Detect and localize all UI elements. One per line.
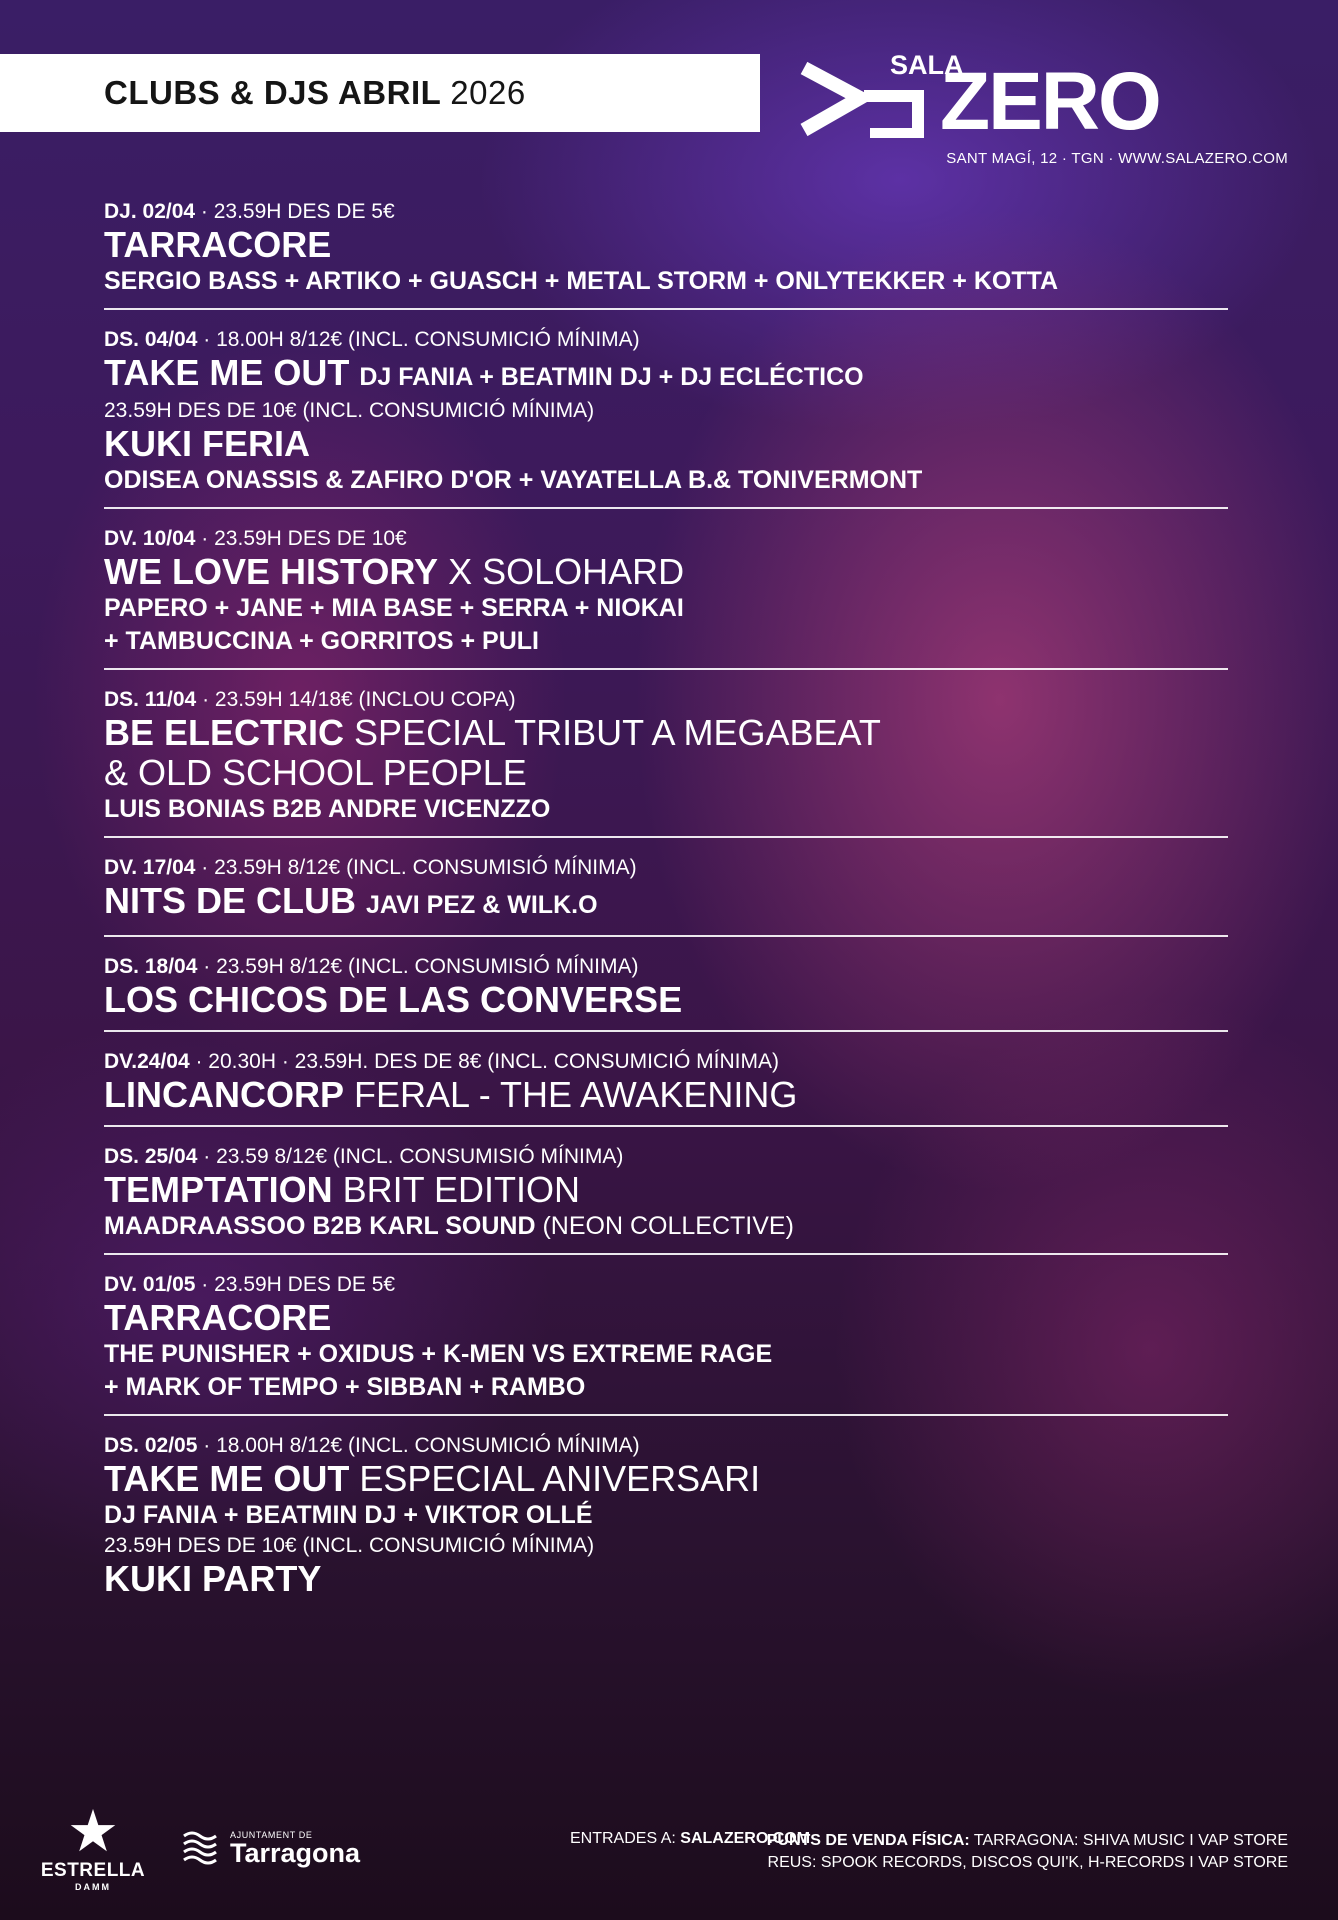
event-title-second <box>104 424 1228 464</box>
event-item <box>104 326 1228 509</box>
event-title-regular: SPECIAL TRIBUT A MEGABEAT <box>354 712 881 753</box>
event-lineup: PAPERO + JANE + MIA BASE + SERRA + NIOKAI <box>104 594 684 622</box>
points-line2: REUS: SPOOK RECORDS, DISCOS QUI'K, H-RECORDS I VAP STORE <box>767 1854 1288 1871</box>
event-lineup-bold: MAADRAASSOO B2B KARL SOUND <box>104 1212 536 1240</box>
event-info <box>104 1048 1228 1075</box>
sponsor-name: ESTRELLA <box>40 1860 146 1881</box>
event-title-regular: BRIT EDITION <box>342 1169 581 1210</box>
sponsor-sub: DAMM <box>75 1882 111 1892</box>
event-info <box>104 1143 1228 1170</box>
event-title-bold: TAKE ME OUT <box>104 1458 350 1499</box>
footer <box>0 1790 1338 1920</box>
event-item <box>104 1048 1228 1127</box>
event-title-regular: ESPECIAL ANIVERSARI <box>359 1458 761 1499</box>
event-lineup: SERGIO BASS + ARTIKO + GUASCH + METAL STORM + ONLYTEKKER + KOTTA <box>104 267 1059 295</box>
event-title <box>104 353 1228 397</box>
event-item <box>104 1143 1228 1255</box>
title-year: 2026 <box>450 74 526 111</box>
event-item <box>104 854 1228 937</box>
event-details: · 18.00H 8/12€ (INCL. CONSUMICIÓ MÍNIMA) <box>197 328 640 351</box>
event-date: DV. 01/05 <box>104 1273 196 1296</box>
tickets-label: ENTRADES A: <box>570 1830 676 1847</box>
ajuntament-big: Tarragona <box>230 1838 361 1868</box>
event-title <box>104 1298 1228 1338</box>
event-title-second <box>104 1559 1228 1599</box>
event-details: · 18.00H 8/12€ (INCL. CONSUMICIÓ MÍNIMA) <box>197 1434 640 1457</box>
event-title-regular-line2: & OLD SCHOOL PEOPLE <box>104 752 527 793</box>
event-details: · 23.59 8/12€ (INCL. CONSUMISIÓ MÍNIMA) <box>197 1145 624 1168</box>
event-details: · 23.59H 8/12€ (INCL. CONSUMISIÓ MÍNIMA) <box>195 856 637 879</box>
event-title-bold: TARRACORE <box>104 1297 332 1338</box>
star-icon: ★ <box>67 1799 119 1864</box>
event-info <box>104 854 1228 881</box>
event-details: · 23.59H 8/12€ (INCL. CONSUMISIÓ MÍNIMA) <box>197 955 639 978</box>
event-details: · 23.59H DES DE 5€ <box>195 200 395 223</box>
event-item <box>104 686 1228 838</box>
event-date: DS. 04/04 <box>104 328 198 351</box>
event-title-bold: TARRACORE <box>104 224 332 265</box>
event-date: DS. 11/04 <box>104 688 197 711</box>
event-info <box>104 198 1228 225</box>
event-title <box>104 552 1228 592</box>
event-info <box>104 326 1228 353</box>
venue-address: SANT MAGÍ, 12 · TGN · WWW.SALAZERO.COM <box>946 150 1288 167</box>
event-title-small: DJ FANIA + BEATMIN DJ + DJ ECLÉCTICO <box>359 363 864 391</box>
event-title <box>104 1459 1228 1499</box>
tarragona-emblem-icon <box>180 1828 220 1868</box>
event-item <box>104 1432 1228 1609</box>
tickets-link[interactable]: SALAZERO.COM <box>680 1830 811 1847</box>
points-label: PUNTS DE VENDA FÍSICA: <box>766 1832 970 1849</box>
event-details: · 20.30H · 23.59H. DES DE 8€ (INCL. CONSUMICIÓ MÍNIMA) <box>189 1050 779 1073</box>
event-title-regular: X SOLOHARD <box>448 551 685 592</box>
event-title-line2 <box>104 753 1228 793</box>
event-date: DS. 18/04 <box>104 955 198 978</box>
event-date: DS. 25/04 <box>104 1145 198 1168</box>
event-item <box>104 953 1228 1032</box>
event-lineup: DJ FANIA + BEATMIN DJ + VIKTOR OLLÉ <box>104 1501 593 1529</box>
page-title <box>0 54 760 132</box>
event-title-second-bold: KUKI PARTY <box>104 1558 322 1599</box>
event-info <box>104 686 1228 713</box>
event-info <box>104 1271 1228 1298</box>
event-info-second: 23.59H DES DE 10€ (INCL. CONSUMICIÓ MÍNIMA) <box>104 1534 595 1557</box>
event-date: DJ. 02/04 <box>104 200 196 223</box>
event-title-bold: NITS DE CLUB <box>104 880 356 921</box>
event-lineup-second: ODISEA ONASSIS & ZAFIRO D'OR + VAYATELLA B.& TONIVERMONT <box>104 466 923 494</box>
title-bold: CLUBS & DJS ABRIL <box>104 74 442 111</box>
event-title-bold: TEMPTATION <box>104 1169 333 1210</box>
event-lineup-regular: (NEON COLLECTIVE) <box>542 1212 794 1240</box>
event-title-bold: LOS CHICOS DE LAS CONVERSE <box>104 979 683 1020</box>
event-item <box>104 525 1228 670</box>
event-info <box>104 525 1228 552</box>
event-item <box>104 198 1228 310</box>
event-title <box>104 1075 1228 1115</box>
event-title <box>104 980 1228 1020</box>
event-title-bold: LINCANCORP <box>104 1074 344 1115</box>
ajuntament-logo <box>180 1828 360 1868</box>
sala-zero-logo <box>800 48 1290 147</box>
event-lineup-cont: + MARK OF TEMPO + SIBBAN + RAMBO <box>104 1373 586 1401</box>
event-item <box>104 1271 1228 1416</box>
ajuntament-small: AJUNTAMENT DE <box>230 1830 313 1840</box>
event-title <box>104 225 1228 265</box>
event-details: · 23.59H 14/18€ (INCLOU COPA) <box>196 688 516 711</box>
event-info-second: 23.59H DES DE 10€ (INCL. CONSUMICIÓ MÍNIMA) <box>104 399 595 422</box>
event-date: DV.24/04 <box>104 1050 190 1073</box>
event-title-small: JAVI PEZ & WILK.O <box>366 891 598 919</box>
logo-zero: ZERO <box>940 56 1160 147</box>
event-title-second-bold: KUKI FERIA <box>104 423 310 464</box>
event-info <box>104 1432 1228 1459</box>
event-title-regular: FERAL - THE AWAKENING <box>354 1074 798 1115</box>
event-details: · 23.59H DES DE 10€ <box>195 527 407 550</box>
event-title <box>104 1170 1228 1210</box>
estrella-damm-logo <box>38 1799 148 1892</box>
event-title <box>104 713 1228 753</box>
logo-sala: SALA <box>890 50 964 80</box>
event-lineup-cont: + TAMBUCCINA + GORRITOS + PULI <box>104 627 539 655</box>
event-title <box>104 881 1228 925</box>
event-title-bold: TAKE ME OUT <box>104 352 350 393</box>
event-info <box>104 953 1228 980</box>
event-details: · 23.59H DES DE 5€ <box>195 1273 396 1296</box>
event-date: DV. 17/04 <box>104 856 196 879</box>
event-lineup: THE PUNISHER + OXIDUS + K-MEN VS EXTREME RAGE <box>104 1340 773 1368</box>
event-date: DV. 10/04 <box>104 527 196 550</box>
event-list <box>104 198 1228 1625</box>
points-line1: TARRAGONA: SHIVA MUSIC I VAP STORE <box>973 1832 1288 1849</box>
event-title-bold: BE ELECTRIC <box>104 712 345 753</box>
event-lineup <box>104 1210 1228 1243</box>
points-of-sale <box>767 1830 1288 1874</box>
event-title-bold: WE LOVE HISTORY <box>104 551 439 592</box>
event-date: DS. 02/05 <box>104 1434 198 1457</box>
event-lineup: LUIS BONIAS B2B ANDRE VICENZZO <box>104 795 551 823</box>
